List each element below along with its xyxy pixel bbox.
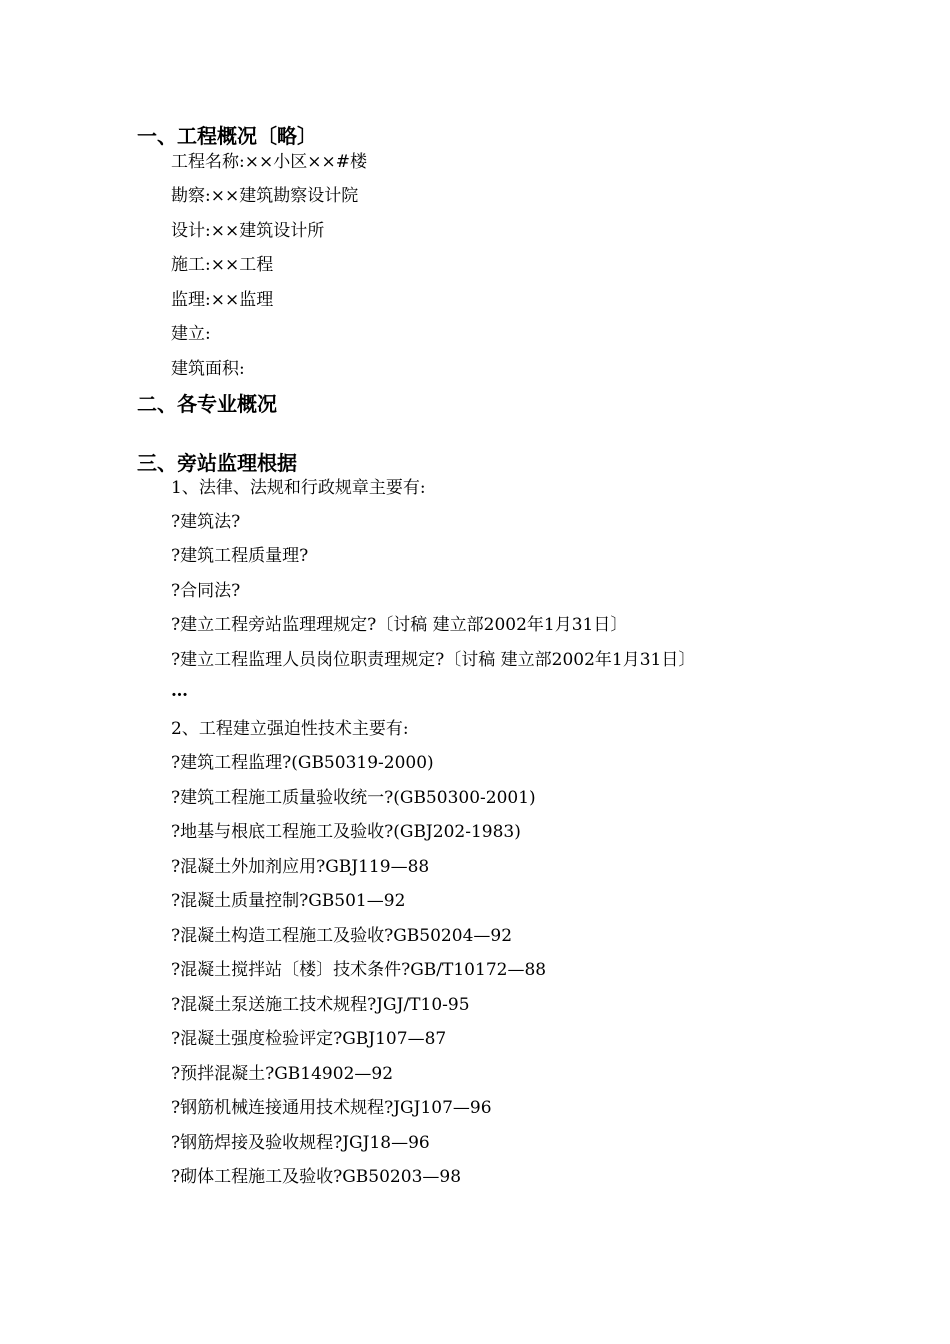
standard-item: ?混凝土外加剂应用?GBJ119—88 [171,857,430,877]
section-2-heading: 二、各专业概况 [137,392,277,416]
section-1-heading: 一、工程概况〔略〕 [137,124,317,148]
standard-item: ?预拌混凝土?GB14902—92 [171,1064,394,1084]
standard-item: ?混凝土质量控制?GB501—92 [171,891,406,911]
building-area-line: 建筑面积: [171,359,245,379]
standard-item: ?钢筋焊接及验收规程?JGJ18—96 [171,1133,430,1153]
law-item: ?建立工程旁站监理理规定?〔讨稿 建立部2002年1月31日〕 [171,615,628,635]
standard-item: ?钢筋机械连接通用技术规程?JGJ107—96 [171,1098,492,1118]
project-name-line: 工程名称:××小区××#楼 [171,152,367,172]
ellipsis-text: … [171,681,188,701]
standard-item: ?混凝土构造工程施工及验收?GB50204—92 [171,926,513,946]
construction-line: 施工:××工程 [171,255,274,275]
laws-subheading: 1、法律、法规和行政规章主要有: [171,478,426,498]
builder-line: 建立: [171,324,211,344]
standard-item: ?建筑工程施工质量验收统一?(GB50300-2001) [171,788,536,808]
standard-item: ?混凝土强度检验评定?GBJ107—87 [171,1029,447,1049]
supervision-line: 监理:××监理 [171,290,274,310]
standard-item: ?混凝土搅拌站〔楼〕技术条件?GB/T10172—88 [171,960,547,980]
standard-item: ?混凝土泵送施工技术规程?JGJ/T10-95 [171,995,470,1015]
law-item: ?合同法? [171,581,241,601]
design-line: 设计:××建筑设计所 [171,221,325,241]
standards-subheading: 2、工程建立强迫性技术主要有: [171,719,409,739]
standard-item: ?砌体工程施工及验收?GB50203—98 [171,1167,462,1187]
standard-item: ?建筑工程监理?(GB50319-2000) [171,753,434,773]
survey-line: 勘察:××建筑勘察设计院 [171,186,359,206]
section-3-heading: 三、旁站监理根据 [137,451,297,475]
law-item: ?建筑工程质量理? [171,546,309,566]
standard-item: ?地基与根底工程施工及验收?(GBJ202-1983) [171,822,521,842]
law-item: ?建立工程监理人员岗位职责理规定?〔讨稿 建立部2002年1月31日〕 [171,650,696,670]
law-item: ?建筑法? [171,512,241,532]
